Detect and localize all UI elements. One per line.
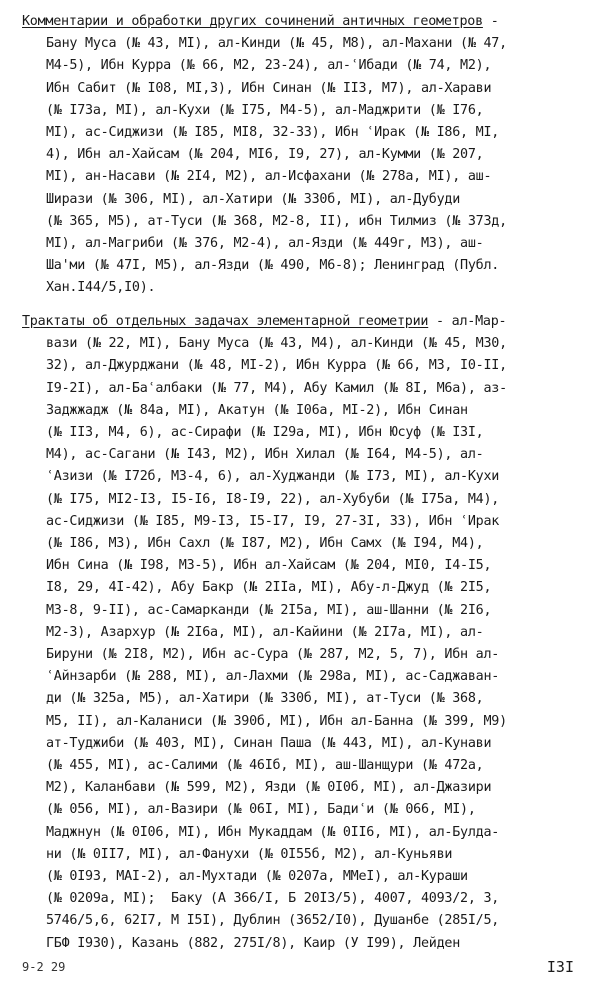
entry-text-line: M4-5), Ибн Курра (№ 66, M2, 23-24), ал-ʿИбади (№ 74, M2), [46, 58, 492, 74]
entry-text-line: - [482, 14, 499, 29]
entry-text-line: ни (№ 0II7, MI), ал-Фанухи (№ 0I55б, M2), ал-Куньяви [46, 846, 453, 862]
entry-text-line: ас-Сиджизи (№ I85, M9-I3, I5-I7, I9, 27-3I, 33), Ибн ʿИрак [46, 513, 500, 529]
entry-text-line: ди (№ 325а, M5), ал-Хатири (№ 330б, MI), ат-Туси (№ 368, [46, 691, 484, 707]
page-number: I3I [546, 958, 574, 976]
entry-text-line: ат-Туджиби (№ 403, MI), Синан Паша (№ 443, MI), ал-Кунави [46, 735, 492, 751]
entry-text-line: M5, II), ал-Каланиси (№ 390б, MI), Ибн ал-Банна (№ 399, M9) [46, 713, 507, 729]
entry-text-line: Ширази (№ 306, MI), ал-Хатири (№ 330б, MI), ал-Дубуди [46, 191, 461, 207]
entry-text-line: Бану Муса (№ 43, MI), ал-Кинди (№ 45, M8), ал-Махани (№ 47, [46, 36, 507, 52]
entry-text-line: Бируни (№ 2I8, M2), Ибн ас-Сура (№ 287, M2, 5, 7), Ибн ал- [46, 647, 500, 663]
entry-text-line: 32), ал-Джурджани (№ 48, MI-2), Ибн Курра (№ 66, M3, I0-II, [46, 358, 507, 374]
entry-text-line: вази (№ 22, MI), Бану Муса (№ 43, M4), ал-Кинди (№ 45, M30, [46, 336, 507, 352]
bibliography-entry-treatises [22, 311, 582, 955]
entry-text-line: 5746/5,6, 62I7, M I5I), Дублин (3652/I0), Душанбе (285I/5, [46, 913, 500, 929]
bibliography-entry-commentaries [22, 11, 582, 300]
entry-text-line: M3-8, 9-II), ас-Самарканди (№ 2I5а, MI), аш-Шанни (№ 2I6, [46, 602, 492, 618]
entry-text-line: MI), ал-Магриби (№ 376, M2-4), ал-Язди (№ 449г, M3), аш- [46, 236, 484, 252]
entry-text-line: I9-2I), ал-Баʿалбаки (№ 77, M4), Абу Камил (№ 8I, M6а), аз- [46, 380, 507, 396]
entry-text-line: Ибн Сина (№ I98, M3-5), Ибн ал-Хайсам (№ 204, MI0, I4-I5, [46, 558, 492, 574]
entry-text-line: MI), ан-Насави (№ 2I4, M2), ал-Исфахани (№ 278а, MI), аш- [46, 169, 492, 185]
entry-text-line: Ша'ми (№ 47I, M5), ал-Язди (№ 490, M6-8); Ленинград (Публ. [46, 258, 500, 274]
entry-text-line: (№ II3, M4, 6), ас-Сирафи (№ I29а, MI), Ибн Юсуф (№ I3I, [46, 425, 484, 441]
entry-text-line: (№ 455, MI), ас-Салими (№ 46Iб, MI), аш-Шанщури (№ 472а, [46, 758, 484, 774]
entry-text-line: I8, 29, 4I-42), Абу Бакр (№ 2IIа, MI), Абу-л-Джуд (№ 2I5, [46, 580, 492, 596]
entry-text-line: (№ 0I93, MAI-2), ал-Мухтади (№ 0207а, MMeI), ал-Кураши [46, 869, 468, 885]
entry-first-line [22, 311, 582, 333]
entry-text-line: M4), ас-Сагани (№ I43, M2), Ибн Хилал (№ I64, M4-5), ал- [46, 447, 484, 463]
entry-text-line: (№ 365, M5), ат-Туси (№ 368, M2-8, II), ибн Тилмиз (№ 373д, [46, 213, 507, 229]
entry-text-line: - ал-Мар- [428, 314, 507, 329]
entry-text-line: Хан.I44/5,I0). [46, 280, 156, 296]
entry-text-line: Заджжадж (№ 84а, MI), Акатун (№ I06а, MI-2), Ибн Синан [46, 402, 468, 418]
entry-heading: Комментарии и обработки других сочинений античных геометров [22, 14, 483, 29]
entry-text-line: (№ 056, MI), ал-Вазири (№ 06I, MI), Бадиʿи (№ 066, MI), [46, 802, 476, 818]
entry-first-line [22, 11, 582, 33]
entry-text-line: (№ I86, M3), Ибн Сахл (№ I87, M2), Ибн Самх (№ I94, M4), [46, 536, 484, 552]
entry-text-line: Ибн Сабит (№ I08, MI,3), Ибн Синан (№ II3, M7), ал-Харави [46, 80, 492, 96]
entry-text-line: MI), ас-Сиджизи (№ I85, MI8, 32-33), Ибн ʿИрак (№ I86, MI, [46, 125, 500, 141]
entry-text-line: (№ 0209а, MI); Баку (А 366/I, Б 20I3/5), 4007, 4093/2, 3, [46, 891, 500, 907]
entry-text-line: ʿАзизи (№ I72б, M3-4, 6), ал-Худжанди (№ I73, MI), ал-Кухи [46, 469, 500, 485]
entry-text-line: M2), Каланбави (№ 599, M2), Язди (№ 0I0б, MI), ал-Джазири [46, 780, 492, 796]
entry-text-line: 4), Ибн ал-Хайсам (№ 204, MI6, I9, 27), ал-Кумми (№ 207, [46, 147, 484, 163]
entry-text-line: M2-3), Азархур (№ 2I6а, MI), ал-Кайини (№ 2I7а, MI), ал- [46, 624, 484, 640]
entry-text-line: ГБФ I930), Казань (882, 275I/8), Каир (У I99), Лейден [46, 935, 461, 951]
signature-mark: 9-2 29 [22, 960, 66, 974]
entry-heading: Трактаты об отдельных задачах элементарной геометрии [22, 314, 429, 329]
entry-text-line: (№ I73а, MI), ал-Кухи (№ I75, M4-5), ал-Маджрити (№ I76, [46, 102, 484, 118]
entry-text-line: Маджнун (№ 0I06, MI), Ибн Мукаддам (№ 0II6, MI), ал-Булда- [46, 824, 500, 840]
entry-text-line: ʿАйнзарби (№ 288, MI), ал-Лахми (№ 298а, MI), ас-Саджаван- [46, 669, 500, 685]
entry-text-line: (№ I75, MI2-I3, I5-I6, I8-I9, 22), ал-Хубуби (№ I75а, M4), [46, 491, 500, 507]
